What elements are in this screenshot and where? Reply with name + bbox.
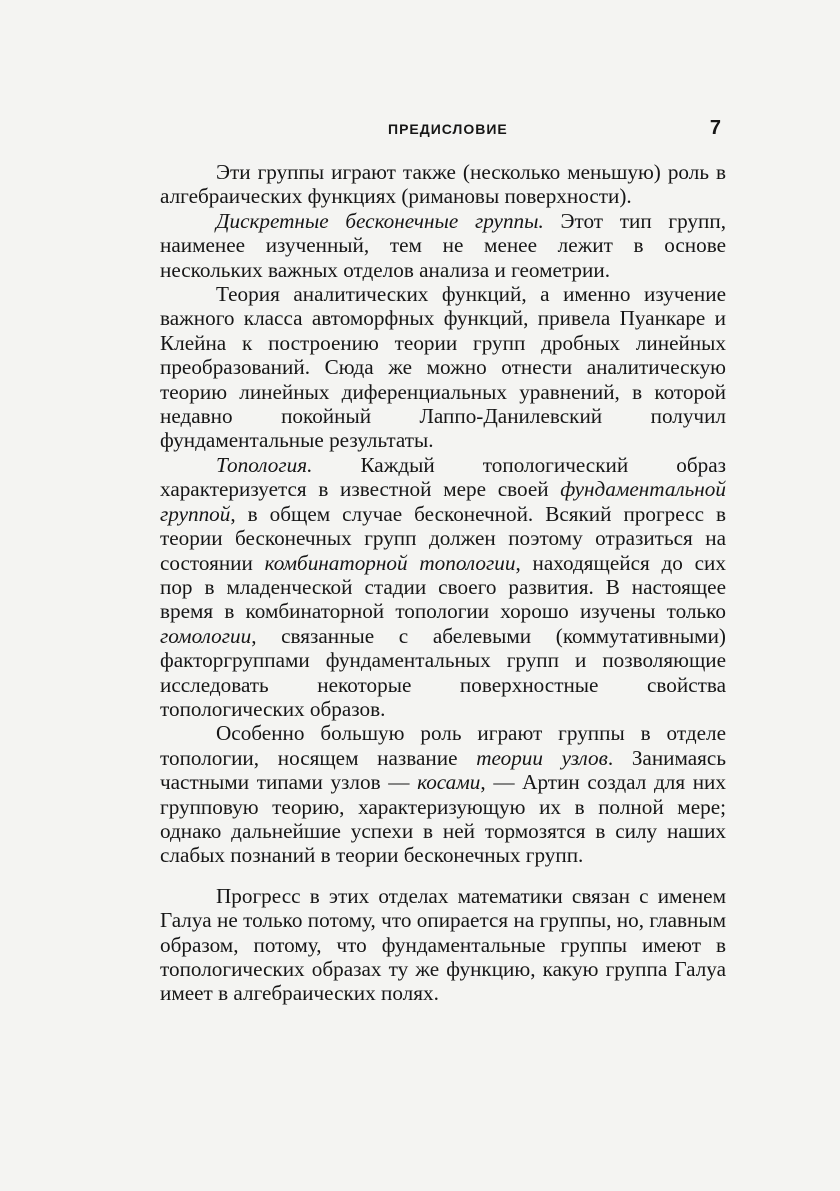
paragraph-2-text: Этот тип групп, наименее изученный, тем не менее лежит в основе нескольких важных отделов анализа и геометрии. — [160, 208, 726, 282]
paragraph-5-text-c: , — Артин создал для них групповую теорию, характеризующую их в полной мере; однако дальнейшие успехи в ней тормозятся в силу наших слабых познаний в теории бесконечных групп. — [160, 770, 726, 868]
paragraph-1 — [160, 160, 726, 209]
paragraph-4-text-c: , находящейся до сих пор в младенческой стадии своего развития. В настоящее время в комбинаторной топологии хорошо изучены только — [160, 550, 726, 624]
paragraph-6-text: Прогресс в этих отделах математики связан с именем Галуа не только потому, что опирается на группы, но, главным образом, потому, что фундаментальные группы имеют в топологических образах ту же функцию, какую группа Галуа имеет в алгебраических полях. — [160, 883, 726, 1006]
term-fundamental-group: фундаментальной группой — [160, 477, 726, 526]
paragraph-3-text: Теория аналитических функций, а именно изучение важного класса автоморфных функций, привела Пуанкаре и Клейна к построению теории групп дробных линейных преобразований. Сюда же можно отнести аналитическую теорию линейных диференциальных уравнений, в которой недавно покойный Лаппо-Данилевский получил фундаментальные результаты. — [160, 282, 726, 453]
paragraph-4-text-d: , связанные с абелевыми (коммутативными) факторгруппами фундаментальных групп и позволяющие исследовать некоторые поверхностные свойства топологических образов. — [160, 623, 726, 721]
paragraph-3 — [160, 282, 726, 453]
term-homology: гомологии — [160, 623, 252, 648]
body-text — [160, 160, 726, 1006]
paragraph-4-text-b: , в общем случае бесконечной. Всякий прогресс в теории бесконечных групп должен поэтому отразиться на состоянии — [160, 501, 726, 575]
paragraph-6 — [160, 884, 726, 1006]
paragraph-2 — [160, 209, 726, 282]
paragraph-4 — [160, 453, 726, 721]
term-knot-theory: теории узлов — [476, 745, 608, 770]
term-braids: косами — [417, 770, 481, 795]
paragraph-5-text-b: . Занимаясь частными типами узлов — — [160, 745, 726, 795]
paragraph-5 — [160, 721, 726, 867]
paragraph-1-text: Эти группы играют также (несколько меньшую) роль в алгебраических функциях (римановы поверхности). — [160, 160, 726, 209]
term-combinatorial-topology: комбинаторной топологии — [264, 550, 516, 575]
paragraph-4-text-a: Каждый топологический образ характеризуется в известной мере своей — [160, 452, 726, 502]
term-topology: Топология. — [216, 452, 313, 477]
term-discrete-groups: Дискретные бесконечные группы. — [216, 208, 544, 233]
paragraph-5-text-a: Особенно большую роль играют группы в отделе топологии, носящем название — [160, 721, 726, 770]
page-number: 7 — [709, 117, 721, 139]
page-header — [160, 117, 725, 147]
running-title: ПРЕДИСЛОВИЕ — [388, 121, 508, 137]
